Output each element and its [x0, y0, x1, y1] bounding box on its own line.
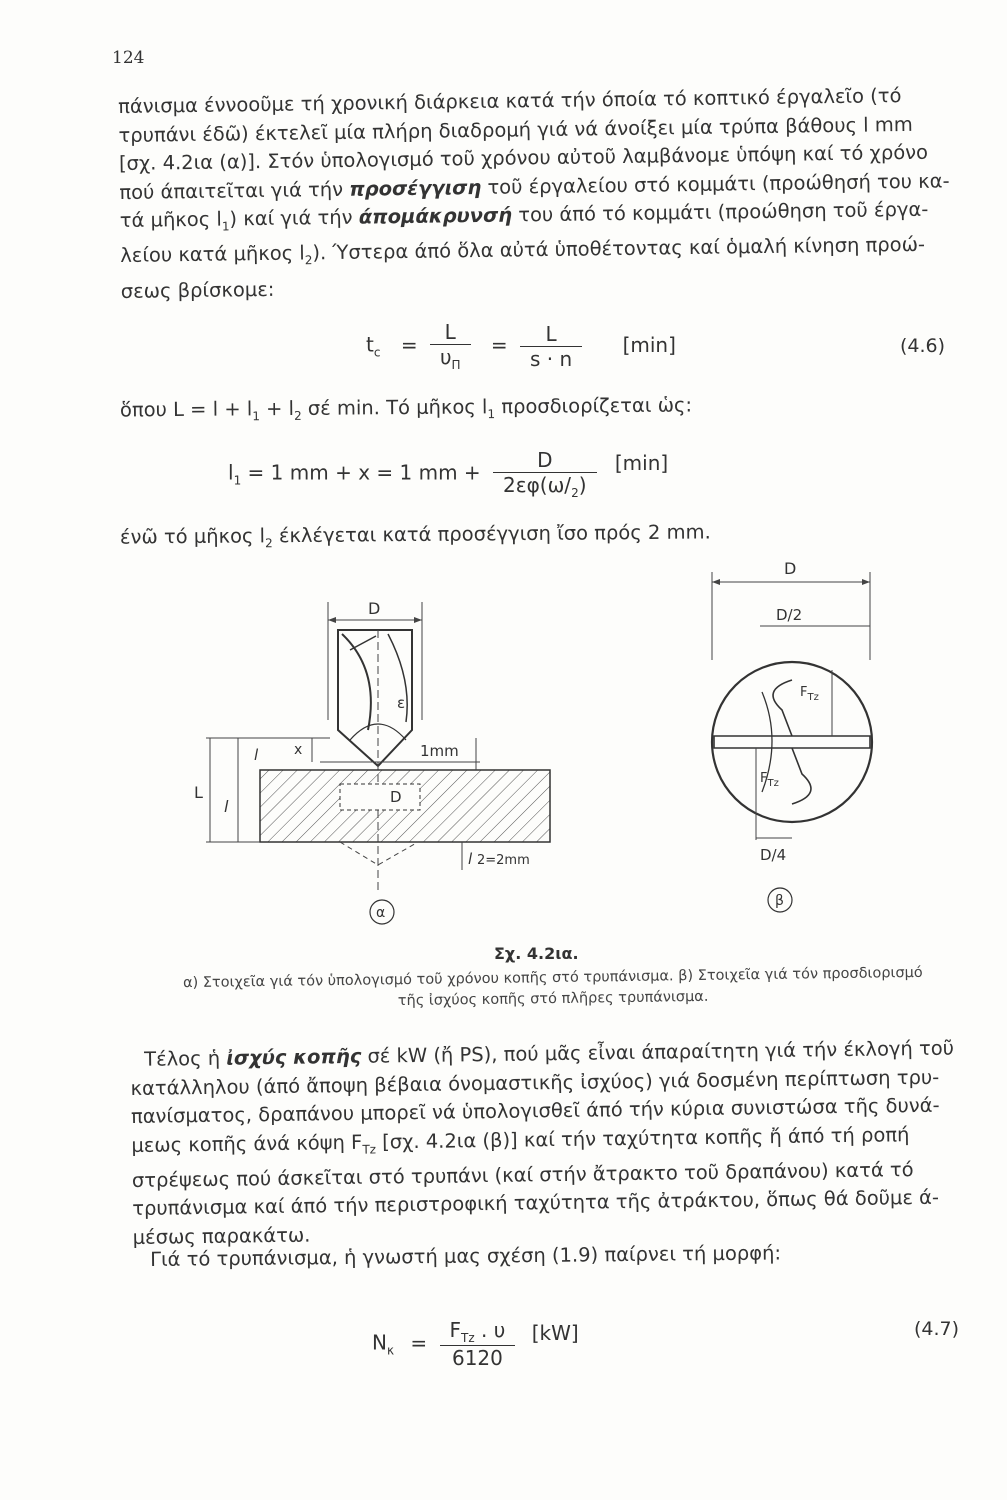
label-D-half: D/2: [776, 606, 803, 624]
text-line: Τέλος ἡ ἰσχύς κοπῆς σέ kW (ἤ PS), πού μᾶς εἶναι άπαραίτητη γιά τήν έκλογή τοῦ: [144, 1036, 955, 1071]
label-FTz-top: $F_{Tz}$: [800, 685, 819, 703]
label-D-quarter: D/4: [760, 846, 787, 864]
power-paragraph: [130, 1034, 963, 1252]
equation-4-6: $t_c$ = $\frac{L}{\upsilon_\Pi}$ = $\frac{L}{s \cdot n}$ [min]: [366, 320, 676, 372]
label-l2: l: [468, 850, 473, 868]
label-1mm: 1mm: [420, 742, 459, 760]
equation-number: (4.6): [900, 335, 946, 357]
text-line: μέσως παρακάτω.: [132, 1223, 311, 1249]
caption-title: Σχ. 4.2ια.: [494, 944, 579, 963]
label-l1: l: [254, 746, 259, 764]
label-D: D: [368, 599, 381, 618]
equation-number: (4.7): [914, 1318, 960, 1340]
fraction: $\frac{L}{\upsilon_\Pi}$: [430, 320, 471, 372]
relation-line: Γιά τό τρυπάνισμα, ἡ γνωστή μας σχέση (1.9) παίρνει τή μορφή:: [150, 1241, 782, 1271]
figure-caption: α) Στοιχεῖα γιά τόν ὑπολογισμό τοῦ χρόνου κοπῆς στό τρυπάνισμα. β) Στοιχεῖα γιά τόν προσδιορισμό τῆς ἰσχύος κοπῆς στό πλῆρες τρυπάνισμα.: [182, 964, 923, 1010]
equation-l1: $l_1 = 1$ mm + x = 1 mm + $\frac{D}{2\varepsilon\varphi(\omega/_2)}$ [min]: [228, 448, 669, 500]
figure-b-tag: β: [775, 893, 784, 909]
label-FTz-bottom: $F_{Tz}$: [760, 771, 779, 789]
label-L: L: [194, 783, 203, 802]
intro-paragraph: [118, 81, 961, 306]
fraction: $\frac{L}{s \cdot n}$: [520, 322, 582, 371]
page-number: 124: [112, 48, 145, 68]
text-line: τά μῆκος $l_1$) καί γιά τήν άπομάκρυνσή του άπό τό κομμάτι (προώθηση τοῦ έργα-: [119, 197, 929, 234]
label-x: x: [294, 742, 303, 758]
where-line: ὅπου $L = l + l_1 + l_2$ σέ min. Τό μῆκος $l_1$ προσδιορίζεται ὡς:: [119, 393, 693, 424]
figure-a-tag: α: [376, 905, 386, 921]
text-line: τρυπάνισμα καί άπό τήν περιστροφική ταχύτητα τῆς ἀτράκτου, ὅπως θά δοῦμε ά-: [132, 1186, 940, 1221]
text-line: λείου κατά μῆκος $l_2$). Ύστερα άπό ὅλα αὐτά ὑποθέτοντας καί ὁμαλή κίνηση προώ-: [120, 233, 926, 268]
fraction: $\frac{D}{2\varepsilon\varphi(\omega/_2)}$: [493, 448, 596, 500]
text-line: [σχ. 4.2ια (α)]. Στόν ὑπολογισμό τοῦ χρόνου αὐτοῦ λαμβάνομε ὑπόψη καί τό χρόνο: [118, 140, 929, 175]
figure-a-drill-diagram: [180, 590, 560, 940]
term-approach: προσέγγιση: [349, 175, 482, 201]
label-D: D: [784, 560, 797, 578]
text-line: πανίσματος, δραπάνου μπορεῖ νά ὑπολογισθεῖ άπό τήν κύρια συνιστώσα τῆς δυνά-: [130, 1093, 940, 1128]
text-line: μεως κοπῆς άνά κόψη $F_{Tz}$ [σχ. 4.2ια (β)] καί τήν ταχύτητα κοπῆς ἤ άπό τή ροπή: [131, 1122, 910, 1157]
text-line: τρυπάνι έδῶ) έκτελεῖ μία πλήρη διαδρομή γιά νά άνοίξει μία τρύπα βάθους l mm: [118, 112, 913, 147]
term-cutting-power: ἰσχύς κοπῆς: [226, 1044, 362, 1070]
text-line: στρέψεως πού άσκεῖται στό τρυπάνι (καί στήν ἄτρακτο τοῦ δραπάνου) κατά τό: [131, 1157, 914, 1192]
label-epsilon: ε: [397, 694, 406, 712]
figure-b-cross-section: [700, 560, 900, 920]
text-line: σεως βρίσκομε:: [120, 277, 275, 303]
term-withdrawal: άπομάκρυνσή: [358, 203, 513, 229]
label-l: l: [224, 797, 229, 816]
equation-4-7: $N_\kappa$ = $\frac{F_{Tz} . \upsilon}{6120}$ [kW]: [372, 1318, 579, 1370]
l2-line: ένῶ τό μῆκος $l_2$ έκλέγεται κατά προσέγγιση ἴσο πρός 2 mm.: [119, 520, 711, 551]
text-line: πού άπαιτεῖται γιά τήν προσέγγιση τοῦ έργαλείου στό κομμάτι (προώθησή του κα-: [119, 168, 950, 204]
text-line: κατάλληλου (άπό ἄποψη βέβαια όνομαστικῆς ἰσχύος) γιά δοσμένη περίπτωση τρυ-: [130, 1065, 940, 1100]
text-line: πάνισμα έννοοῦμε τή χρονική διάρκεια κατά τήν όποία τό κοπτικό έργαλεῖο (τό: [118, 84, 902, 118]
label-l2-rest: 2=2mm: [477, 853, 530, 868]
label-D-hole: D: [390, 788, 402, 806]
fraction: $\frac{F_{Tz} . \upsilon}{6120}$: [440, 1318, 516, 1370]
